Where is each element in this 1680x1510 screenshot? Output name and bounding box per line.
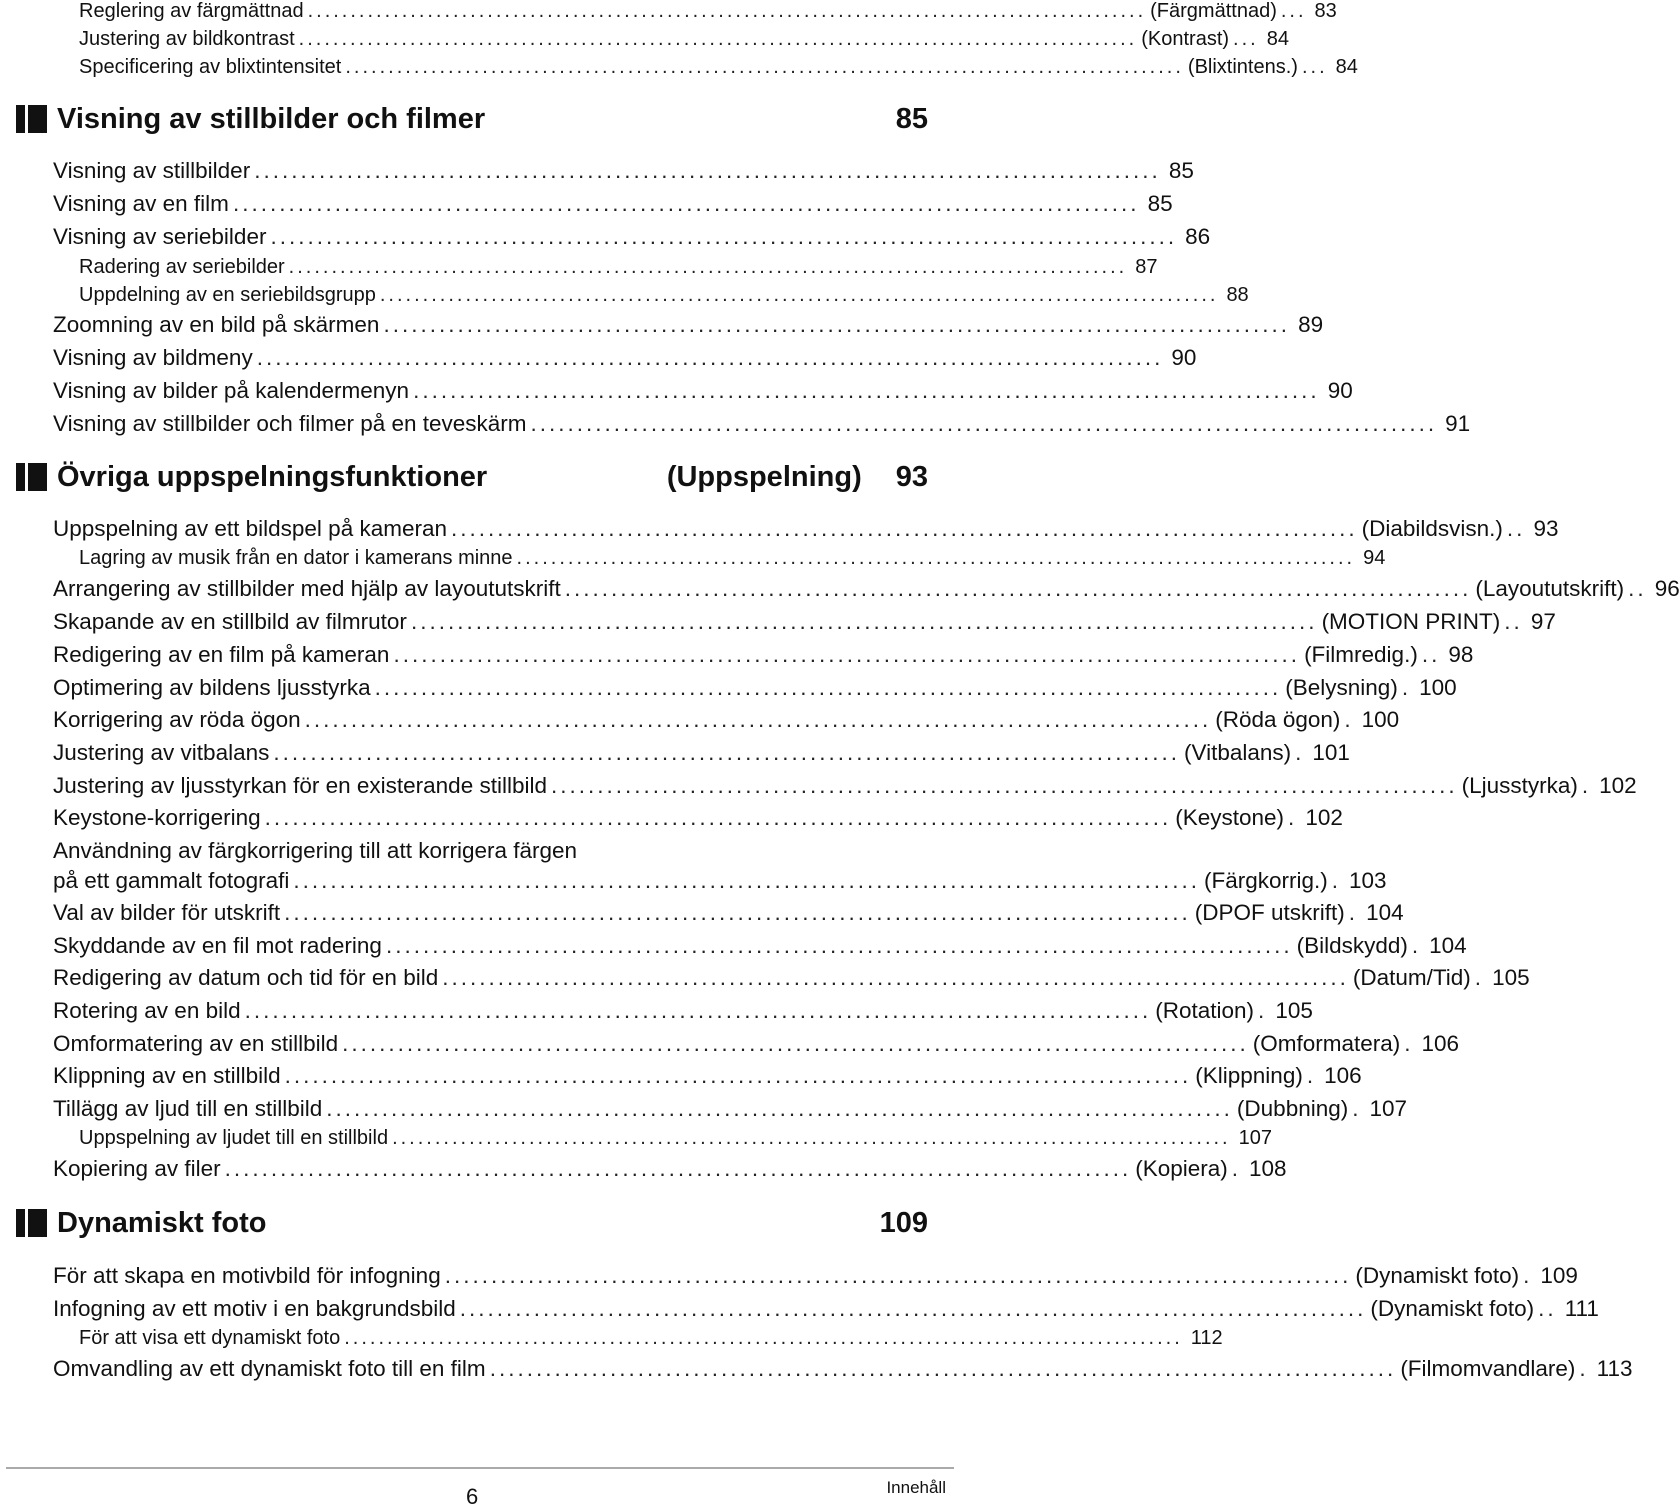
toc-subentry[interactable]: Justering av bildkontrast .................................................................................................. (Kontrast) ... 84 [79, 28, 1289, 50]
toc-entry[interactable]: Visning av seriebilder .................................................................................................. 86 [53, 224, 1211, 249]
toc-entry[interactable]: Visning av bilder på kalendermenyn .................................................................................................. 90 [53, 378, 1353, 403]
page-number: 6 [466, 1484, 479, 1509]
toc-subentry[interactable]: Radering av seriebilder .................................................................................................. 87 [79, 256, 1158, 278]
section-marker-icon [16, 1209, 47, 1237]
toc-subentry[interactable]: Specificering av blixtintensitet .................................................................................................. (Blixtintens.) ... 84 [79, 56, 1358, 78]
toc-entry[interactable]: Zoomning av en bild på skärmen .................................................................................................. 89 [53, 312, 1324, 337]
toc-entry[interactable]: Justering av ljusstyrkan för en existerande stillbild .................................................................................................. (Ljusstyrka) . 102 [53, 773, 1637, 798]
toc-entry[interactable]: Korrigering av röda ögon .................................................................................................. (Röda ögon) . 100 [53, 707, 1400, 732]
toc-entry[interactable]: Redigering av en film på kameran .................................................................................................. (Filmredig.) .. 98 [53, 642, 1474, 667]
toc-entry[interactable]: Klippning av en stillbild .................................................................................................. (Klippning) . 106 [53, 1063, 1362, 1088]
toc-entry[interactable]: Rotering av en bild .................................................................................................. (Rotation) . 105 [53, 998, 1313, 1023]
toc-entry[interactable]: Infogning av ett motiv i en bakgrundsbild .................................................................................................. (Dynamiskt foto) .. 111 [53, 1296, 1599, 1321]
toc-subentry[interactable]: Uppspelning av ljudet till en stillbild .................................................................................................. 107 [79, 1127, 1272, 1149]
toc-entry[interactable]: Visning av stillbilder och filmer på en teveskärm .................................................................................................. 91 [53, 411, 1471, 436]
toc-entry[interactable]: Omformatering av en stillbild .................................................................................................. (Omformatera) . 106 [53, 1031, 1460, 1056]
toc-entry[interactable]: Skapande av en stillbild av filmrutor .................................................................................................. (MOTION PRINT) .. 97 [53, 609, 1556, 634]
toc-entry[interactable]: Kopiering av filer .................................................................................................. (Kopiera) . 108 [53, 1156, 1287, 1181]
toc-entry[interactable]: Tillägg av ljud till en stillbild .................................................................................................. (Dubbning) . 107 [53, 1096, 1408, 1121]
toc-entry[interactable]: Val av bilder för utskrift .................................................................................................. (DPOF utskrift) . 104 [53, 900, 1404, 925]
section-marker-icon [16, 105, 47, 133]
toc-entry[interactable]: Visning av bildmeny .................................................................................................. 90 [53, 345, 1197, 370]
toc-entry[interactable]: Skyddande av en fil mot radering .................................................................................................. (Bildskydd) . 104 [53, 933, 1467, 958]
toc-subentry[interactable]: Uppdelning av en seriebildsgrupp .................................................................................................. 88 [79, 284, 1249, 306]
toc-entry[interactable]: Arrangering av stillbilder med hjälp av layoututskrift .................................................................................................. (Layoututskrift) .. 96 [53, 576, 1680, 601]
toc-entry[interactable]: Optimering av bildens ljusstyrka .................................................................................................. (Belysning) . 100 [53, 675, 1457, 700]
toc-subentry[interactable]: Lagring av musik från en dator i kamerans minne .................................................................................................. 94 [79, 547, 1386, 569]
toc-entry[interactable]: För att skapa en motivbild för infogning .................................................................................................. (Dynamiskt foto) . 109 [53, 1263, 1578, 1288]
section-heading[interactable]: Dynamiskt foto 109 [16, 1203, 928, 1243]
footer-divider [6, 1467, 954, 1469]
toc-entry[interactable]: Keystone-korrigering .................................................................................................. (Keystone) . 102 [53, 805, 1343, 830]
toc-entry[interactable]: Uppspelning av ett bildspel på kameran .................................................................................................. (Diabildsvisn.) .. 93 [53, 516, 1559, 541]
toc-subentry[interactable]: För att visa ett dynamiskt foto .................................................................................................. 112 [79, 1327, 1223, 1349]
toc-entry[interactable]: Visning av en film .................................................................................................. 85 [53, 191, 1173, 216]
toc-entry[interactable]: Justering av vitbalans .................................................................................................. (Vitbalans) . 101 [53, 740, 1350, 765]
toc-entry[interactable]: Omvandling av ett dynamiskt foto till en film .................................................................................................. (Filmomvandlare) . 113 [53, 1356, 1633, 1381]
toc-entry[interactable]: Redigering av datum och tid för en bild .................................................................................................. (Datum/Tid) . 105 [53, 965, 1530, 990]
toc-subentry[interactable]: Reglering av färgmättnad .................................................................................................. (Färgmättnad) ... 83 [79, 0, 1337, 22]
footer-section-label: Innehåll [886, 1478, 946, 1497]
toc-entry-first-line[interactable]: Användning av färgkorrigering till att korrigera färgen [53, 838, 578, 863]
section-heading[interactable]: Visning av stillbilder och filmer 85 [16, 99, 928, 139]
section-heading[interactable]: Övriga uppspelningsfunktioner (Uppspelning) 93 [16, 457, 928, 497]
toc-entry[interactable]: på ett gammalt fotografi .................................................................................................. (Färgkorrig.) . 103 [53, 868, 1387, 893]
section-marker-icon [16, 463, 47, 491]
toc-entry[interactable]: Visning av stillbilder .................................................................................................. 85 [53, 158, 1194, 183]
